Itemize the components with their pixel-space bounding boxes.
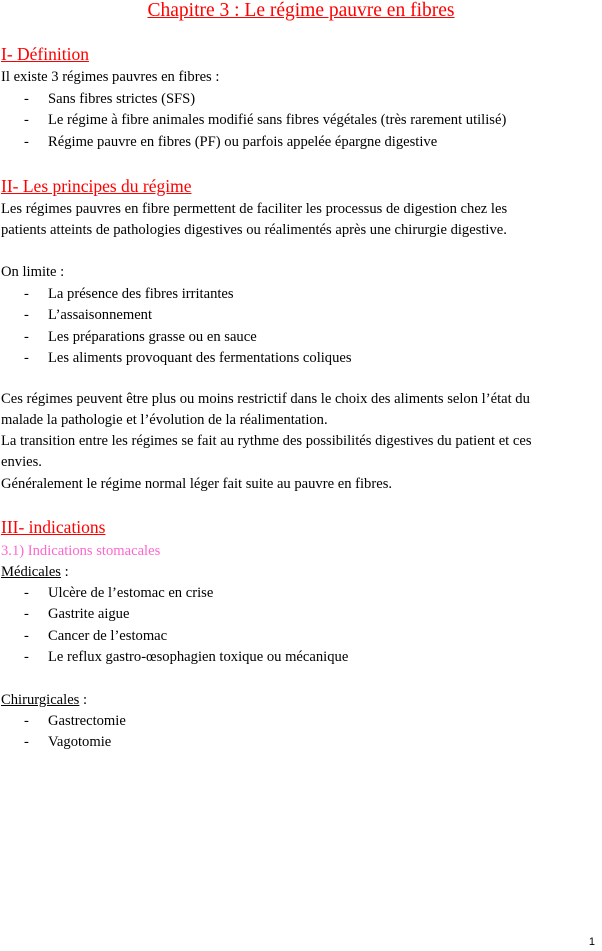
general-paragraph: Généralement le régime normal léger fait suite au pauvre en fibres. <box>1 476 393 492</box>
transition-paragraph-line-1: La transition entre les régimes se fait au rythme des possibilités digestives du patient et ces <box>1 433 532 449</box>
section-heading-indications: III- indications <box>1 517 106 537</box>
list-item-text: Vagotomie <box>48 734 112 751</box>
list-item-text: Cancer de l’estomac <box>48 627 168 644</box>
chapter-title: Chapitre 3 : Le régime pauvre en fibres <box>147 0 455 21</box>
principles-paragraph-line-1: Les régimes pauvres en fibre permettent de faciliter les processus de digestion chez les <box>1 201 508 217</box>
dash-marker: - <box>24 734 29 751</box>
dash-marker: - <box>24 606 29 623</box>
list-item-text: L’assaisonnement <box>48 307 153 324</box>
dash-marker: - <box>24 91 29 107</box>
list-item-text: Gastrite aigue <box>48 606 130 623</box>
list-item-text: Le reflux gastro-œsophagien toxique ou mécanique <box>48 649 349 666</box>
list-item-text: Le régime à fibre animales modifié sans fibres végétales (très rarement utilisé) <box>48 112 507 129</box>
page-number: 1 <box>588 936 595 948</box>
list-item-text: Ulcère de l’estomac en crise <box>48 585 214 601</box>
restriction-paragraph-line-1: Ces régimes peuvent être plus ou moins restrictif dans le choix des aliments selon l’état du <box>1 391 530 407</box>
transition-paragraph-line-2: envies. <box>1 454 42 470</box>
medical-label: Médicales <box>1 564 61 580</box>
list-item-text: Les aliments provoquant des fermentations coliques <box>48 350 352 367</box>
dash-marker: - <box>24 112 29 129</box>
limit-intro: On limite : <box>1 264 65 280</box>
list-item-text: Sans fibres strictes (SFS) <box>48 91 196 107</box>
list-item-text: Les préparations grasse ou en sauce <box>48 328 257 345</box>
dash-marker: - <box>24 328 29 345</box>
medical-label-line <box>1 562 69 583</box>
restriction-paragraph-line-2: malade la pathologie et l’évolution de la réalimentation. <box>1 412 328 428</box>
dash-marker: - <box>24 350 29 367</box>
dash-marker: - <box>24 307 29 324</box>
section-heading-definition: I- Définition <box>1 44 89 64</box>
surgical-label: Chirurgicales <box>1 692 80 708</box>
list-item-text: La présence des fibres irritantes <box>48 286 234 302</box>
dash-marker: - <box>24 286 29 302</box>
dash-marker: - <box>24 585 29 601</box>
principles-paragraph-line-2: patients atteints de pathologies digestives ou réalimentés après une chirurgie digestive. <box>1 222 507 238</box>
dash-marker: - <box>24 649 29 666</box>
dash-marker: - <box>24 133 29 150</box>
dash-marker: - <box>24 627 29 644</box>
subheading-stomach-indications: 3.1) Indications stomacales <box>1 543 161 559</box>
list-item-text: Gastrectomie <box>48 713 126 729</box>
definition-intro: Il existe 3 régimes pauvres en fibres : <box>1 69 220 85</box>
medical-label-suffix: : <box>60 564 69 580</box>
surgical-label-line <box>1 690 87 711</box>
surgical-label-suffix: : <box>79 692 88 708</box>
section-heading-principles: II- Les principes du régime <box>1 176 192 196</box>
dash-marker: - <box>24 713 29 729</box>
list-item-text: Régime pauvre en fibres (PF) ou parfois appelée épargne digestive <box>48 133 438 150</box>
